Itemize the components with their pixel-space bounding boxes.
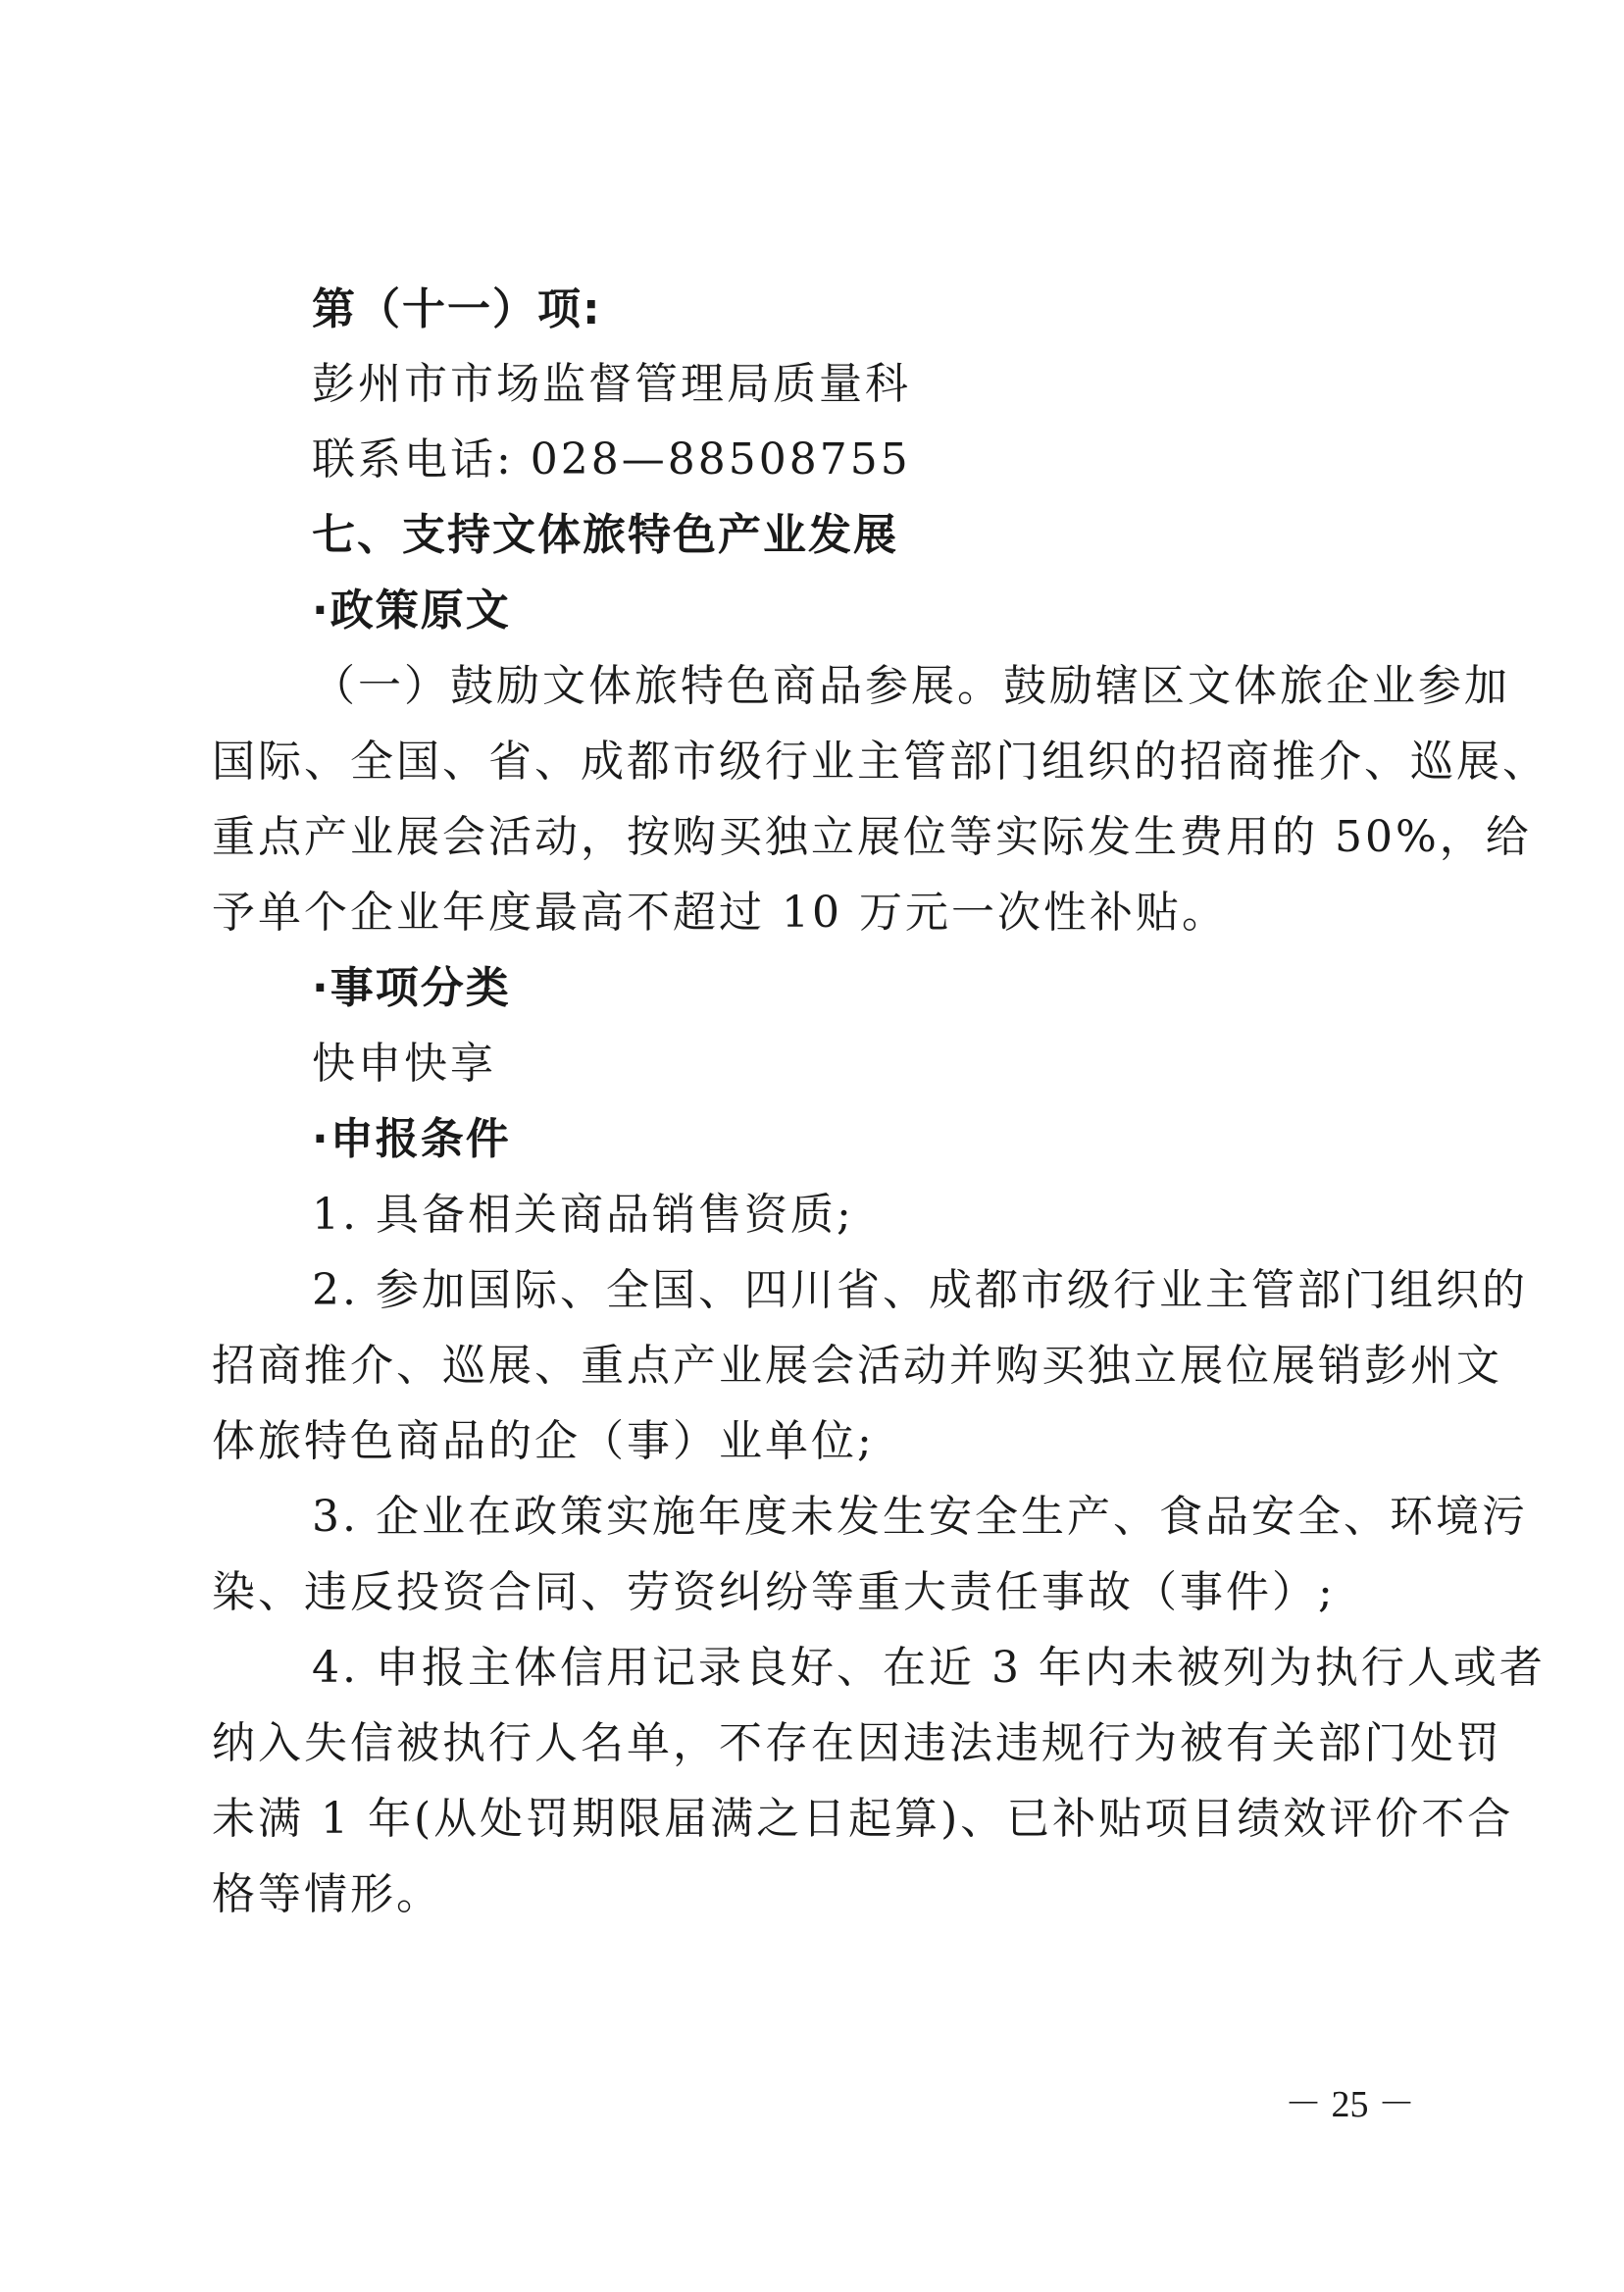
- policy-text-line: 重点产业展会活动，按购买独立展位等实际发生费用的 50%，给: [212, 812, 1532, 862]
- conditions-label: ·申报条件: [312, 1114, 511, 1164]
- condition-line: 2. 参加国际、全国、四川省、成都市级行业主管部门组织的: [312, 1265, 1528, 1315]
- condition-line: 1. 具备相关商品销售资质;: [312, 1190, 854, 1240]
- condition-line: 4. 申报主体信用记录良好、在近 3 年内未被列为执行人或者: [312, 1643, 1546, 1693]
- condition-line: 纳入失信被执行人名单，不存在因违法违规行为被有关部门处罚: [212, 1718, 1502, 1768]
- condition-line: 格等情形。: [212, 1869, 442, 1919]
- page-number: － 25 －: [1285, 2084, 1416, 2125]
- condition-line: 招商推介、巡展、重点产业展会活动并购买独立展位展销彭州文: [212, 1341, 1502, 1391]
- department-name: 彭州市市场监督管理局质量科: [312, 359, 911, 409]
- condition-line: 未满 1 年(从处罚期限届满之日起算)、已补贴项目绩效评价不合: [212, 1794, 1514, 1844]
- policy-text-line: （一）鼓励文体旅特色商品参展。鼓励辖区文体旅企业参加: [312, 661, 1510, 711]
- item-heading: 第（十一）项:: [312, 284, 602, 334]
- category-value: 快申快享: [312, 1039, 496, 1089]
- condition-line: 3. 企业在政策实施年度未发生安全生产、食品安全、环境污: [312, 1492, 1528, 1542]
- condition-line: 染、违反投资合同、劳资纠纷等重大责任事故（事件）;: [212, 1567, 1336, 1617]
- section-heading: 七、支持文体旅特色产业发展: [312, 510, 898, 560]
- policy-text-line: 国际、全国、省、成都市级行业主管部门组织的招商推介、巡展、: [212, 737, 1548, 787]
- contact-phone: 联系电话: 028—88508755: [312, 434, 911, 484]
- policy-text-label: ·政策原文: [312, 586, 511, 636]
- policy-text-line: 予单个企业年度最高不超过 10 万元一次性补贴。: [212, 888, 1228, 938]
- condition-line: 体旅特色商品的企（事）业单位;: [212, 1416, 875, 1466]
- category-label: ·事项分类: [312, 963, 511, 1013]
